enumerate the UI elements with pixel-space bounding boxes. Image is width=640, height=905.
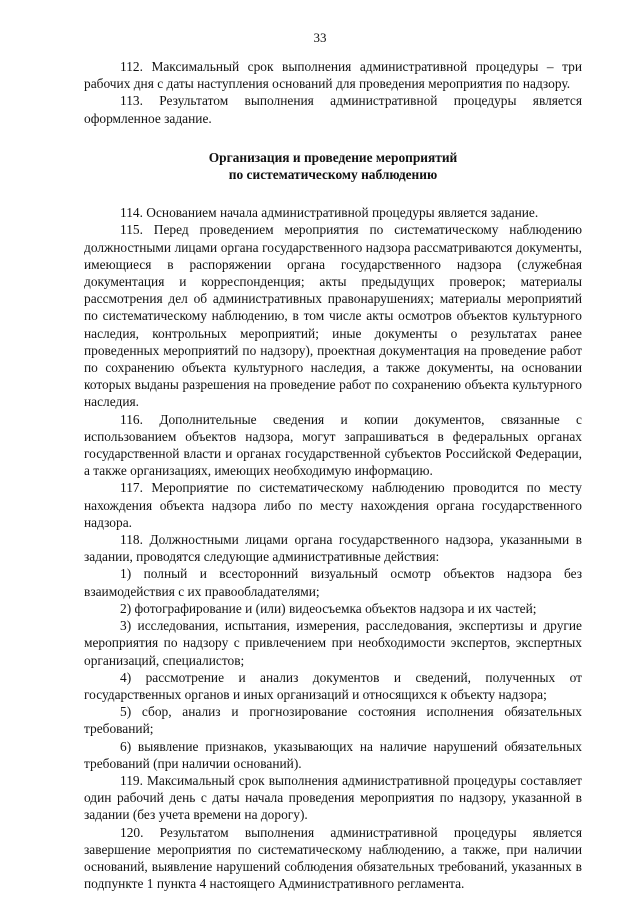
- paragraph-113: 113. Результатом выполнения административной процедуры является оформленное задание.: [84, 93, 582, 126]
- paragraph-118: 118. Должностными лицами органа государственного надзора, указанными в задании, проводятся следующие административные действия:: [84, 532, 582, 565]
- section-title: [84, 149, 582, 183]
- paragraph-112: 112. Максимальный срок выполнения административной процедуры – три рабочих дня с даты наступления оснований для проведения мероприятия по надзору.: [84, 59, 582, 92]
- paragraph-114: 114. Основанием начала административной процедуры является задание.: [120, 205, 539, 221]
- paragraph-120: 120. Результатом выполнения административной процедуры является завершение мероприятия по систематическому наблюдению, а также, при наличии оснований, выявление нарушений соблюдения обязательных требований, указанных в подпункте 1 пункта 4 настоящего Административного регламента.: [84, 824, 582, 892]
- page-number: 33: [313, 30, 327, 45]
- list-item-6: 6) выявление признаков, указывающих на наличие нарушений обязательных требований (при наличии оснований).: [84, 738, 582, 771]
- section-title-line-1: Организация и проведение мероприятий: [208, 149, 458, 165]
- list-item-4: 4) рассмотрение и анализ документов и сведений, полученных от государственных органов и иных организаций и относящихся к объекту надзора;: [84, 669, 582, 702]
- list-item-1: 1) полный и всесторонний визуальный осмотр объектов надзора без взаимодействия с их правообладателями;: [84, 566, 582, 599]
- list-item-3: 3) исследования, испытания, измерения, расследования, экспертизы и другие мероприятия по надзору с привлечением при необходимости экспертов, экспертных организаций, специалистов;: [84, 618, 582, 668]
- paragraph-115: 115. Перед проведением мероприятия по систематическому наблюдению должностными лицами органа государственного надзора рассматриваются документы, имеющиеся в распоряжении органа государственного надзора (служебная документация и корреспонденция; акты предыдущих проверок; материалы рассмотрения дел об административных правонарушениях; материалы мероприятий по систематическому наблюдению, в том числе акты осмотров объектов культурного наследия, контрольных мероприятий; иные документы о результатах ранее проведенных мероприятий по надзору), проектная документация на проведение работ по сохранению объекта культурного наследия, а также документы, на основании которых выданы разрешения на проведение работ по сохранению объекта культурного наследия.: [84, 222, 582, 410]
- paragraph-119: 119. Максимальный срок выполнения административной процедуры составляет один рабочий день с даты начала проведения мероприятия по надзору, указанной в задании (без учета времени на дорогу).: [84, 772, 582, 823]
- paragraph-116: 116. Дополнительные сведения и копии документов, связанные с использованием объектов надзора, могут запрашиваться в федеральных органах государственной власти и органах государственной субъектов Российской Федерации, а также организациях, имеющих необходимую информацию.: [84, 411, 582, 479]
- list-item-5: 5) сбор, анализ и прогнозирование состояния исполнения обязательных требований;: [84, 704, 582, 737]
- section-title-line-2: по систематическому наблюдению: [228, 167, 438, 183]
- list-item-2: 2) фотографирование и (или) видеосъемка объектов надзора и их частей;: [120, 600, 537, 616]
- document-body: [84, 58, 582, 892]
- paragraph-117: 117. Мероприятие по систематическому наблюдению проводится по месту нахождения объекта надзора либо по месту нахождения органа государственного надзора.: [84, 480, 582, 530]
